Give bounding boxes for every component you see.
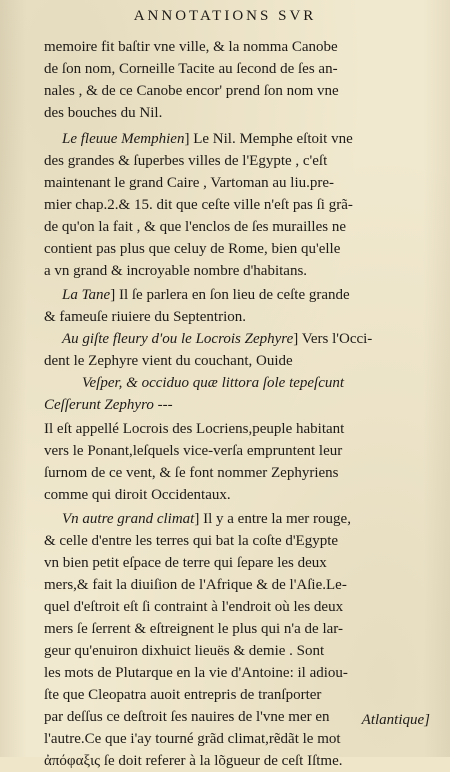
verse-line-1: Veſper, & occiduo quæ littora ſole tepeſcunt [82,375,345,391]
text-line-14: Au giſte fleury d'ou le Locrois Zephyre] Vers l'Occi- [62,331,373,347]
text-line-22: Vn autre grand climat] Il y a entre la mer rouge, [62,511,351,527]
text-line-9: de qu'on la fait , & que l'enclos de ſes murailles ne [44,219,346,235]
text-line-26: quel d'eſtroit eſt ſi contraint à l'endroit où les deux [44,599,344,615]
text-line-8: mier chap.2.& 15. dit que ceſte ville n'eſt pas ſi grã- [44,197,353,213]
text-line-27: mers ſe ſerrent & eſtreignent le plus qui n'a de lar- [44,621,343,637]
lemma: Vn autre grand climat [62,511,195,527]
text-line-6: des grandes & ſuperbes villes de l'Egypte , c'eſt [44,153,328,169]
text-line-11: a vn grand & incroyable nombre d'habitans. [44,263,308,279]
text-line-23: & celle d'entre les terres qui bat la coſte d'Egypte [44,533,339,549]
text-line-2: de ſon nom, Corneille Tacite au ſecond de ſes an- [44,61,338,77]
text-line-3: nales , & de ce Canobe encor' prend ſon nom vne [44,83,339,99]
text-line-12: La Tane] Il ſe parlera en ſon lieu de ceſte grande [62,287,350,303]
lemma: Au giſte fleury d'ou le Locrois Zephyre [62,331,294,347]
text-line-30: ſte que Cleopatra auoit entrepris de tranſporter [44,687,322,703]
lemma: La Tane [62,287,111,303]
text-line-1: memoire fit baſtir vne ville, & la nomma Canobe [44,39,338,55]
text-line-32: l'autre.Ce que i'ay tourné grãd climat,rẽdãt le mot [44,731,341,747]
catchword: Atlantique] [361,712,430,728]
text-line-5: Le fleuue Memphien] Le Nil. Memphe eſtoit vne [62,131,353,147]
text-line-29: les mots de Plutarque en la vie d'Antoine: il adiou- [44,665,348,681]
text-line-28: geur qu'enuiron dixhuict lieuës & demie . Sont [44,643,325,659]
text-line-20: ſurnom de ce vent, & ſe font nommer Zephyriens [44,465,339,481]
text-line-21: comme qui diroit Occidentaux. [44,487,231,503]
text-line-15: dent le Zephyre vient du couchant, Ouide [44,353,293,369]
text-line-24: vn bien petit eſpace de terre qui ſepare les deux [44,555,327,571]
text-line-13: & fameuſe riuiere du Septentrion. [44,309,247,325]
text-line-31: par deſſus ce deſtroit ſes nauires de l'vne mer en [44,709,330,725]
text-line-7: maintenant le grand Caire , Vartoman au liu.pre- [44,175,335,191]
text-line-18: Il eſt appellé Locrois des Locriens,peuple habitant [44,421,345,437]
text-line-25: mers,& fait la diuiſion de l'Afrique & de l'Aſie.Le- [44,577,347,593]
text-line-4: des bouches du Nil. [44,105,163,121]
text-line-33: ἀπόφαξις ſe doit referer à la lõgueur de ceſt Iſtme. [44,753,343,769]
text-line-19: vers le Ponant,leſquels vice-verſa empruntent leur [44,443,343,459]
running-head: ANNOTATIONS SVR [133,8,317,24]
lemma: Le fleuue Memphien [62,131,185,147]
verse-line-2: Ceſſerunt Zephyro --- [44,397,173,413]
text-line-10: contient pas plus que celuy de Rome, bien qu'elle [44,241,341,257]
